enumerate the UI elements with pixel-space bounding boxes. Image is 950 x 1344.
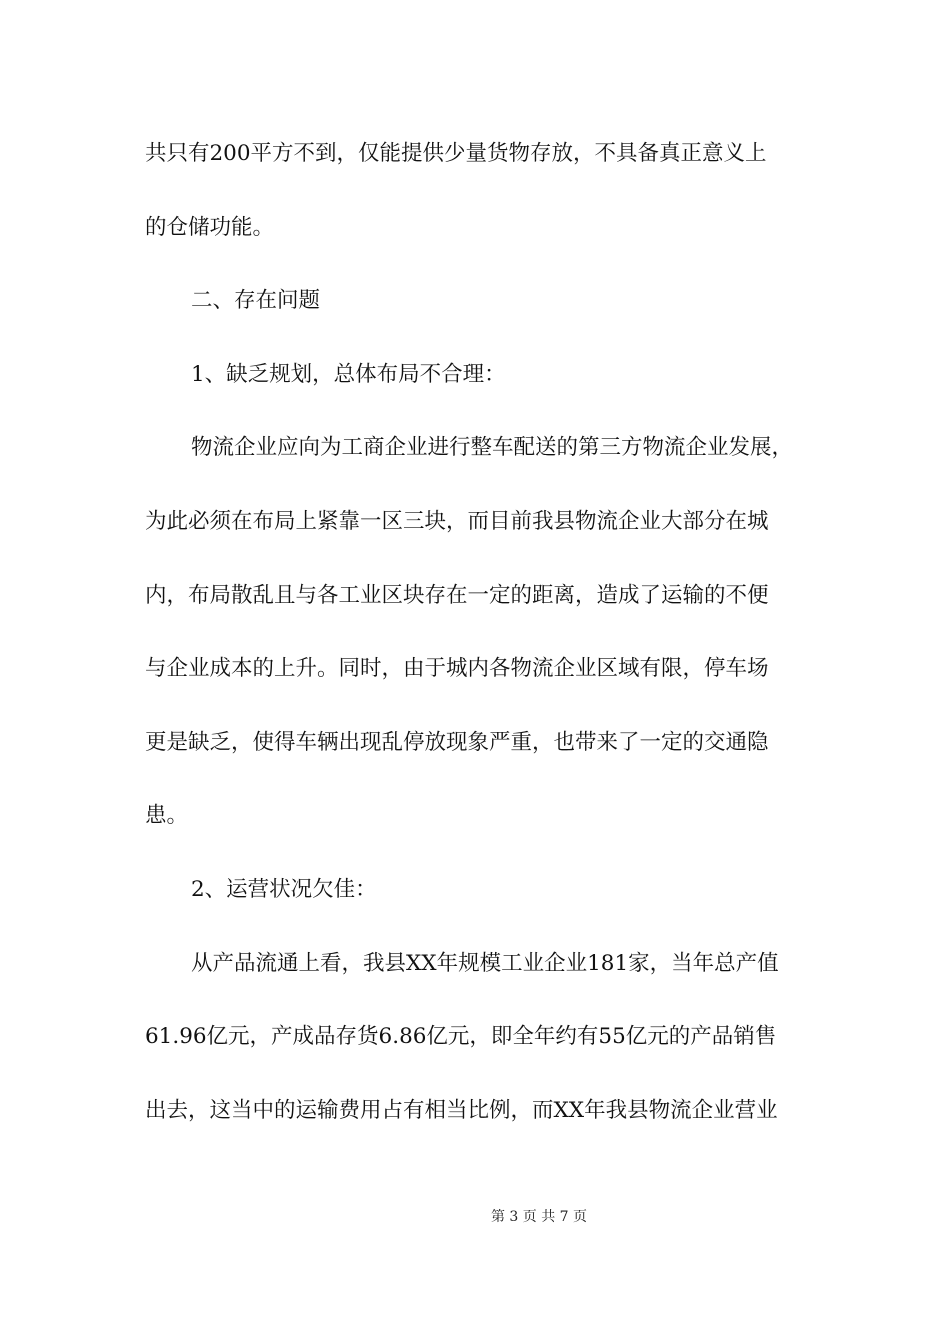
document-body	[145, 128, 815, 1158]
paragraph-line: 与企业成本的上升。同时，由于城内各物流企业区域有限，停车场	[145, 656, 769, 682]
paragraph-line: 为此必须在布局上紧靠一区三块，而目前我县物流企业大部分在城	[145, 508, 769, 534]
text-line: 共只有200平方不到，仅能提供少量货物存放，不具备真正意义上	[145, 141, 767, 166]
paragraph-line: 更是缺乏，使得车辆出现乱停放现象严重，也带来了一定的交通隐	[145, 729, 769, 755]
paragraph-line: 从产品流通上看，我县XX年规模工业企业181家，当年总产值	[191, 950, 779, 976]
subsection-heading: 1、缺乏规划，总体布局不合理：	[191, 361, 506, 387]
paragraph-line: 出去，这当中的运输费用占有相当比例，而XX年我县物流企业营业	[145, 1097, 778, 1123]
paragraph-line: 61.96亿元，产成品存货6.86亿元，即全年约有55亿元的产品销售	[145, 1024, 777, 1050]
page-number-footer: 第 3 页 共 7 页	[490, 1209, 588, 1225]
paragraph-line: 物流企业应向为工商企业进行整车配送的第三方物流企业发展，	[191, 435, 794, 461]
section-heading: 二、存在问题	[191, 288, 321, 314]
text-line: 的仓储功能。	[145, 214, 275, 240]
paragraph-line: 患。	[145, 803, 189, 829]
paragraph-line: 内，布局散乱且与各工业区块存在一定的距离，造成了运输的不便	[145, 582, 769, 608]
subsection-heading: 2、运营状况欠佳：	[191, 876, 377, 902]
